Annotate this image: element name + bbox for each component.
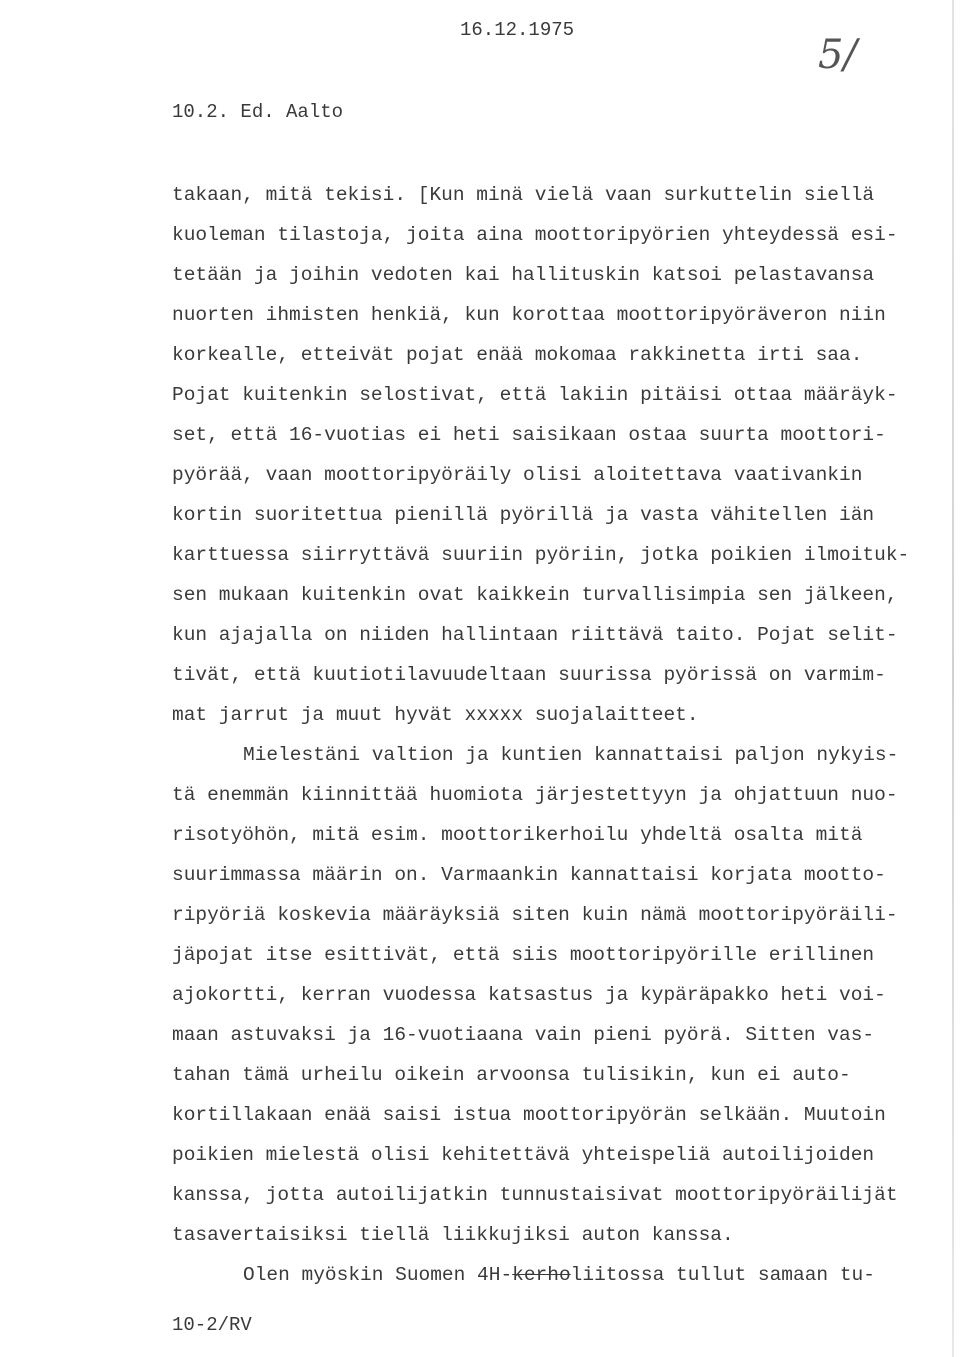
body-line: jäpojat itse esittivät, että siis moottoripyörille erillinen bbox=[172, 944, 875, 966]
body-line: suurimmassa määrin on. Varmaankin kannattaisi korjata mootto- bbox=[172, 864, 886, 886]
body-line: mat jarrut ja muut hyvät xxxxx suojalaitteet. bbox=[172, 704, 699, 726]
speaker-heading: 10.2. Ed. Aalto bbox=[172, 101, 344, 123]
body-line: tasavertaisiksi tiellä liikkujiksi auton kanssa. bbox=[172, 1224, 734, 1246]
struck-text: kerho bbox=[512, 1264, 571, 1286]
page-edge bbox=[952, 0, 954, 1357]
body-line: nuorten ihmisten henkiä, kun korottaa moottoripyöräveron niin bbox=[172, 304, 886, 326]
body-line: korkealle, etteivät pojat enää mokomaa rakkinetta irti saa. bbox=[172, 344, 863, 366]
body-line: risotyöhön, mitä esim. moottorikerhoilu yhdeltä osalta mitä bbox=[172, 824, 863, 846]
document-body bbox=[172, 175, 932, 1295]
body-line: tetään ja joihin vedoten kai hallituskin katsoi pelastavansa bbox=[172, 264, 875, 286]
body-line: pyörää, vaan moottoripyöräily olisi aloitettava vaativankin bbox=[172, 464, 863, 486]
page-footer-code: 10-2/RV bbox=[172, 1314, 252, 1336]
body-line: kanssa, jotta autoilijatkin tunnustaisivat moottoripyöräilijät bbox=[172, 1184, 898, 1206]
paragraph-start-line bbox=[172, 1255, 932, 1295]
body-line: maan astuvaksi ja 16-vuotiaana vain pieni pyörä. Sitten vas- bbox=[172, 1024, 875, 1046]
body-line: sen mukaan kuitenkin ovat kaikkein turvallisimpia sen jälkeen, bbox=[172, 584, 898, 606]
body-line: poikien mielestä olisi kehitettävä yhteispeliä autoilijoiden bbox=[172, 1144, 875, 1166]
body-line: tivät, että kuutiotilavuudeltaan suurissa pyörissä on varmim- bbox=[172, 664, 886, 686]
body-line: kortin suoritettua pienillä pyörillä ja vasta vähitellen iän bbox=[172, 504, 875, 526]
paragraph-start-line: Mielestäni valtion ja kuntien kannattaisi paljon nykyis- bbox=[243, 744, 899, 766]
body-line: ripyöriä koskevia määräyksiä siten kuin nämä moottoripyöräili- bbox=[172, 904, 898, 926]
body-line: takaan, mitä tekisi. [Kun minä vielä vaan surkuttelin siellä bbox=[172, 184, 875, 206]
body-line: tahan tämä urheilu oikein arvoonsa tulisikin, kun ei auto- bbox=[172, 1064, 851, 1086]
body-line: ajokortti, kerran vuodessa katsastus ja kypäräpakko heti voi- bbox=[172, 984, 886, 1006]
body-line: set, että 16-vuotias ei heti saisikaan ostaa suurta moottori- bbox=[172, 424, 886, 446]
body-line: tä enemmän kiinnittää huomiota järjestettyyn ja ohjattuun nuo- bbox=[172, 784, 898, 806]
last-line-after: liitossa tullut samaan tu- bbox=[570, 1264, 875, 1286]
body-line: Pojat kuitenkin selostivat, että lakiin pitäisi ottaa määräyk- bbox=[172, 384, 898, 406]
body-line: kuoleman tilastoja, joita aina moottoripyörien yhteydessä esi- bbox=[172, 224, 898, 246]
handwritten-page-mark: 5/ bbox=[818, 32, 857, 78]
document-date: 16.12.1975 bbox=[460, 19, 575, 41]
body-line: karttuessa siirryttävä suuriin pyöriin, jotka poikien ilmoituk- bbox=[172, 544, 910, 566]
body-line: kortillakaan enää saisi istua moottoripyörän selkään. Muutoin bbox=[172, 1104, 886, 1126]
body-line: kun ajajalla on niiden hallintaan riittävä taito. Pojat selit- bbox=[172, 624, 898, 646]
last-line-before: Olen myöskin Suomen 4H- bbox=[243, 1264, 513, 1286]
